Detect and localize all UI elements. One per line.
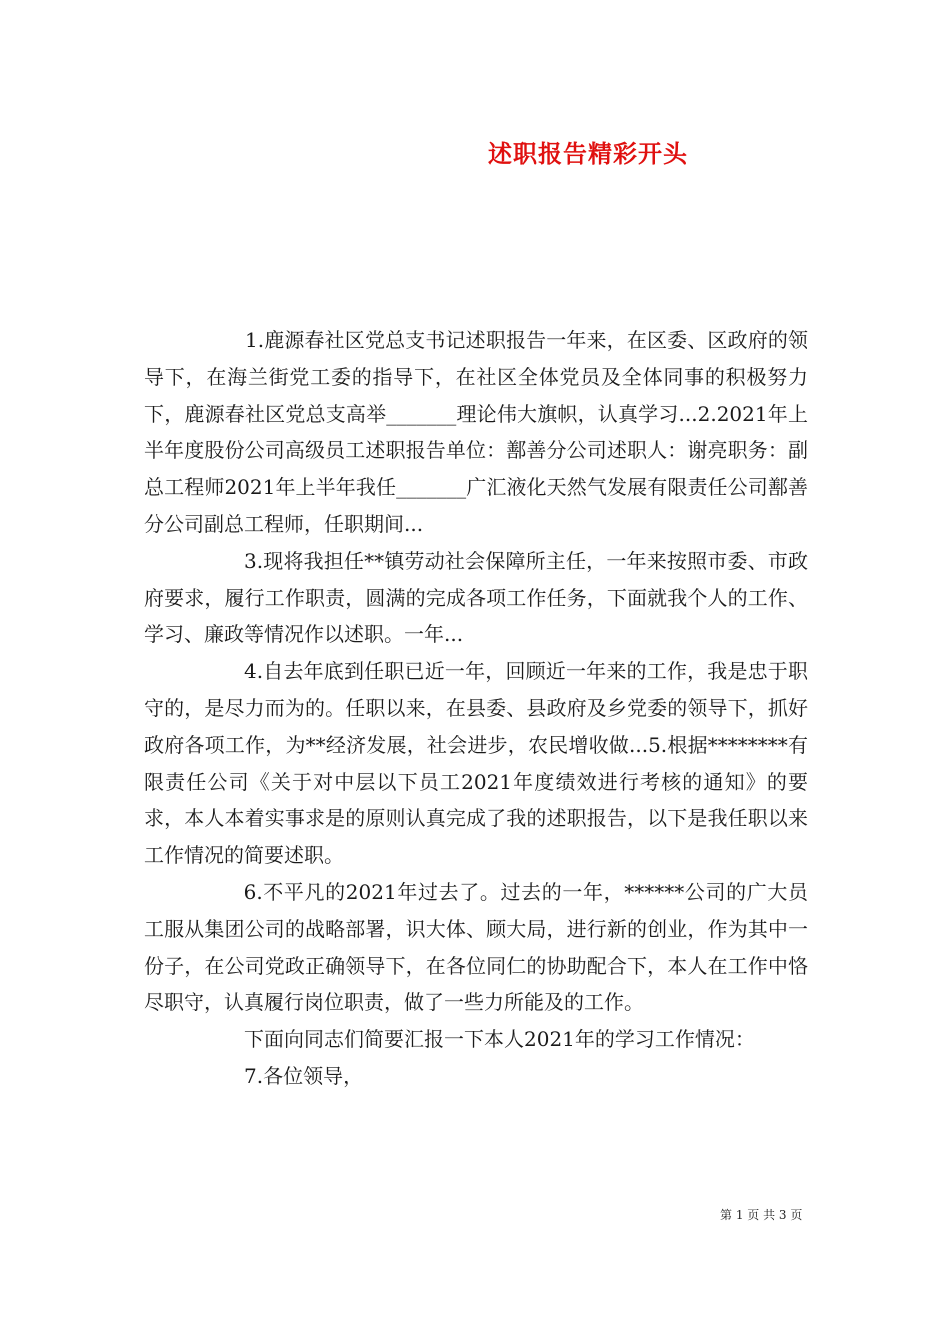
document-body bbox=[144, 322, 808, 1095]
paragraph-3: 4.自去年底到任职已近一年，回顾近一年来的工作，我是忠于职守的，是尽力而为的。任职以来，在县委、县政府及乡党委的领导下，抓好政府各项工作，为**经济发展，社会进步，农民增收做...5.根据********有限责任公司《关于对中层以下员工2021年度绩效进行考核的通知》的要求，本人本着实事求是的原则认真完成了我的述职报告，以下是我任职以来工作情况的简要述职。 bbox=[144, 659, 808, 868]
page-number-footer: 第 1 页 共 3 页 bbox=[720, 1208, 803, 1222]
paragraph-6: 7.各位领导， bbox=[244, 1063, 364, 1088]
document-title: 述职报告精彩开头 bbox=[488, 139, 688, 168]
paragraph-4: 6.不平凡的2021年过去了。过去的一年，******公司的广大员工服从集团公司的战略部署，识大体、顾大局，进行新的创业，作为其中一份子，在公司党政正确领导下，在各位同仁的协助配合下，本人在工作中恪尽职守，认真履行岗位职责，做了一些力所能及的工作。 bbox=[144, 879, 808, 1015]
paragraph-5: 下面向同志们简要汇报一下本人2021年的学习工作情况： bbox=[244, 1027, 755, 1052]
paragraph-1: 1.鹿源春社区党总支书记述职报告一年来，在区委、区政府的领导下，在海兰街党工委的指导下，在社区全体党员及全体同事的积极努力下，鹿源春社区党总支高举_______理论伟大旗帜，认真学习...2.2021年上半年度股份公司高级员工述职报告单位：鄯善分公司述职人：谢亮职务：副总工程师2021年上半年我任_______广汇液化天然气发展有限责任公司鄯善分公司副总工程师，任职期间... bbox=[144, 328, 808, 536]
paragraph-2: 3.现将我担任**镇劳动社会保障所主任，一年来按照市委、市政府要求，履行工作职责，圆满的完成各项工作任务，下面就我个人的工作、学习、廉政等情况作以述职。一年... bbox=[144, 548, 808, 647]
